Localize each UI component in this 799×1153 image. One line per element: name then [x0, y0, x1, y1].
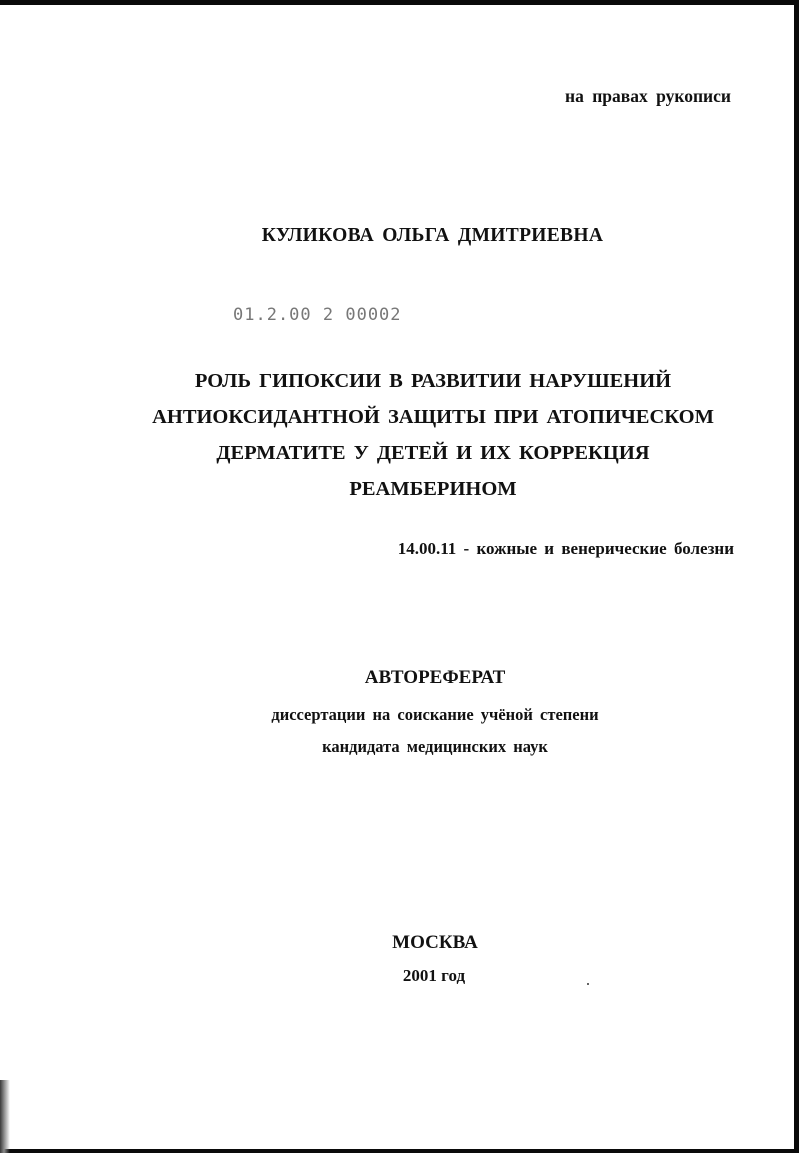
scan-edge-top [0, 0, 799, 5]
rights-note: на правах рукописи [565, 86, 731, 106]
thesis-title [0, 363, 799, 507]
year: 2001 год [402, 966, 466, 985]
dissertation-line: диссертации на соискание учёной степени [271, 705, 599, 724]
scan-smudge [0, 1080, 10, 1153]
degree-line: кандидата медицинских наук [322, 737, 548, 756]
specialty-code: 14.00.11 - кожные и венерические болезни [397, 539, 734, 558]
title-line: РЕАМБЕРИНОМ [349, 478, 517, 500]
library-stamp: 01.2.00 2 00002 [233, 305, 402, 325]
abstract-heading: АВТОРЕФЕРАТ [364, 667, 506, 688]
title-line: АНТИОКСИДАНТНОЙ ЗАЩИТЫ ПРИ АТОПИЧЕСКОМ [152, 406, 714, 428]
city: МОСКВА [392, 932, 478, 953]
title-line: РОЛЬ ГИПОКСИИ В РАЗВИТИИ НАРУШЕНИЙ [194, 370, 672, 392]
title-line: ДЕРМАТИТЕ У ДЕТЕЙ И ИХ КОРРЕКЦИЯ [216, 442, 650, 464]
author-name: КУЛИКОВА ОЛЬГА ДМИТРИЕВНА [261, 225, 604, 246]
scan-edge-bottom [0, 1149, 799, 1153]
